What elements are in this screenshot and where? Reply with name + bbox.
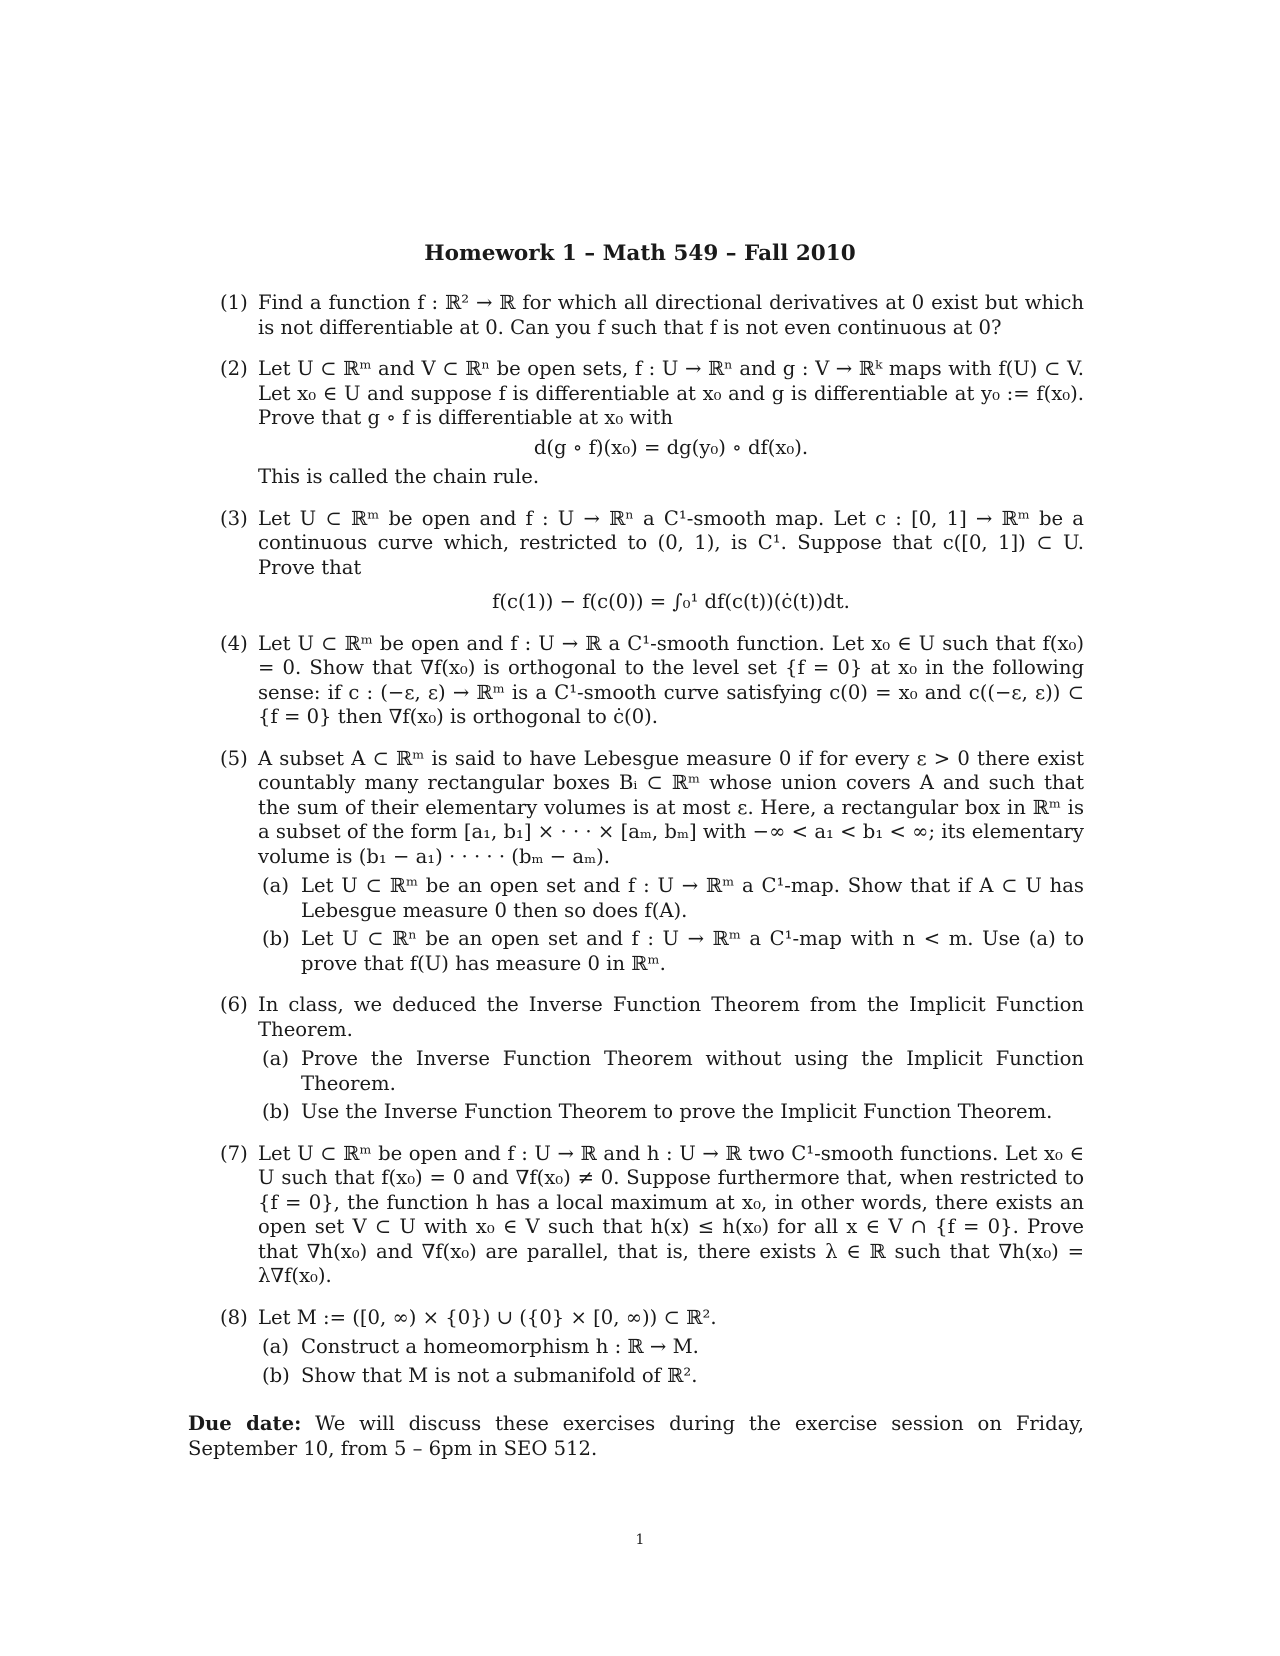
problem-number: (4) [220, 631, 248, 655]
due-date-label: Due date: [188, 1412, 302, 1435]
subpart-label: (b) [262, 927, 290, 950]
subpart-label: (a) [262, 1047, 289, 1070]
problem-5 [220, 747, 1084, 977]
subpart-text: Construct a homeomorphism h : ℝ → M. [301, 1335, 699, 1358]
problem-4 [220, 632, 1084, 730]
problem-text: Let M := ([0, ∞) × {0}) ∪ ({0} × [0, ∞)) ⊂ ℝ². [258, 1305, 717, 1329]
problem-note: This is called the chain rule. [258, 465, 540, 488]
problem-number: (5) [220, 746, 248, 770]
due-date-note [188, 1412, 1084, 1461]
subpart-b [258, 1364, 1084, 1389]
problem-text: Find a function f : ℝ² → ℝ for which all directional derivatives at 0 exist but which is not differentiable at 0. Can you f such that f is not even continuous at 0? [258, 291, 1084, 339]
display-equation: d(g ∘ f)(x₀) = dg(y₀) ∘ df(x₀). [533, 435, 809, 459]
subpart-label: (a) [262, 1335, 289, 1358]
problem-8 [220, 1306, 1084, 1389]
problem-2 [220, 357, 1084, 490]
problem-7 [220, 1142, 1084, 1289]
subpart-a [258, 874, 1084, 923]
page-number: 1 [635, 1532, 645, 1548]
subpart-text: Prove the Inverse Function Theorem without using the Implicit Function Theorem. [301, 1047, 1084, 1095]
display-equation: f(c(1)) − f(c(0)) = ∫₀¹ df(c(t))(ċ(t))dt. [492, 590, 850, 613]
subpart-text: Let U ⊂ ℝᵐ be an open set and f : U → ℝᵐ a C¹-map. Show that if A ⊂ U has Lebesgue measure 0 then so does f(A). [301, 874, 1084, 922]
subpart-list [258, 1047, 1084, 1125]
problem-number: (6) [220, 993, 248, 1016]
due-date-text: We will discuss these exercises during the exercise session on Friday, September 10, from 5 – 6pm in SEO 512. [188, 1412, 1084, 1460]
subpart-b [258, 1100, 1084, 1125]
document-title: Homework 1 – Math 549 – Fall 2010 [424, 241, 856, 266]
subpart-text: Let U ⊂ ℝⁿ be an open set and f : U → ℝᵐ a C¹-map with n < m. Use (a) to prove that f(U) has measure 0 in ℝᵐ. [301, 927, 1084, 975]
subpart-b [258, 927, 1084, 976]
problem-text: Let U ⊂ ℝᵐ and V ⊂ ℝⁿ be open sets, f : U → ℝⁿ and g : V → ℝᵏ maps with f(U) ⊂ V. Let x₀ ∈ U and suppose f is differentiable at x₀ and g is differentiable at y₀ := f(x₀). Prove that g ∘ f is differentiable at x₀ with [258, 357, 1084, 429]
problem-6 [220, 993, 1084, 1125]
problem-3 [220, 507, 1084, 615]
problem-list [220, 291, 1084, 1405]
subpart-label: (b) [262, 1363, 290, 1387]
subpart-label: (a) [262, 874, 289, 897]
problem-1 [220, 291, 1084, 340]
problem-text: Let U ⊂ ℝᵐ be open and f : U → ℝ a C¹-smooth function. Let x₀ ∈ U such that f(x₀) = 0. Show that ∇f(x₀) is orthogonal to the level set {f = 0} at x₀ in the following sense: if c : (−ε, ε) → ℝᵐ is a C¹-smooth curve satisfying c(0) = x₀ and c((−ε, ε)) ⊂ {f = 0} then ∇f(x₀) is orthogonal to ċ(0). [258, 631, 1084, 728]
subpart-list [258, 874, 1084, 976]
problem-number: (7) [220, 1141, 248, 1165]
subpart-list [258, 1335, 1084, 1388]
problem-text: In class, we deduced the Inverse Function Theorem from the Implicit Function Theorem. [258, 993, 1084, 1041]
problem-number: (1) [220, 291, 248, 314]
problem-number: (3) [220, 506, 248, 530]
subpart-a [258, 1047, 1084, 1096]
problem-text: Let U ⊂ ℝᵐ be open and f : U → ℝ and h : U → ℝ two C¹-smooth functions. Let x₀ ∈ U such that f(x₀) = 0 and ∇f(x₀) ≠ 0. Suppose furthermore that, when restricted to {f = 0}, the function h has a local maximum at x₀, in other words, there exists an open set V ⊂ U with x₀ ∈ V such that h(x) ≤ h(x₀) for all x ∈ V ∩ {f = 0}. Prove that ∇h(x₀) and ∇f(x₀) are parallel, that is, there exists λ ∈ ℝ such that ∇h(x₀) = λ∇f(x₀). [258, 1141, 1084, 1287]
problem-text: A subset A ⊂ ℝᵐ is said to have Lebesgue measure 0 if for every ε > 0 there exist countably many rectangular boxes Bᵢ ⊂ ℝᵐ whose union covers A and such that the sum of their elementary volumes is at most ε. Here, a rectangular box in ℝᵐ is a subset of the form [a₁, b₁] × · · · × [aₘ, bₘ] with −∞ < a₁ < b₁ < ∞; its elementary volume is (b₁ − a₁) · · · · · (bₘ − aₘ). [258, 746, 1084, 868]
subpart-label: (b) [262, 1100, 290, 1123]
subpart-text: Show that M is not a submanifold of ℝ². [301, 1363, 698, 1387]
subpart-text: Use the Inverse Function Theorem to prove the Implicit Function Theorem. [301, 1100, 1053, 1123]
problem-number: (8) [220, 1305, 248, 1329]
subpart-a [258, 1335, 1084, 1360]
problem-number: (2) [220, 357, 248, 380]
problem-text: Let U ⊂ ℝᵐ be open and f : U → ℝⁿ a C¹-smooth map. Let c : [0, 1] → ℝᵐ be a continuous curve which, restricted to (0, 1), is C¹. Suppose that c([0, 1]) ⊂ U. Prove that [258, 506, 1084, 579]
